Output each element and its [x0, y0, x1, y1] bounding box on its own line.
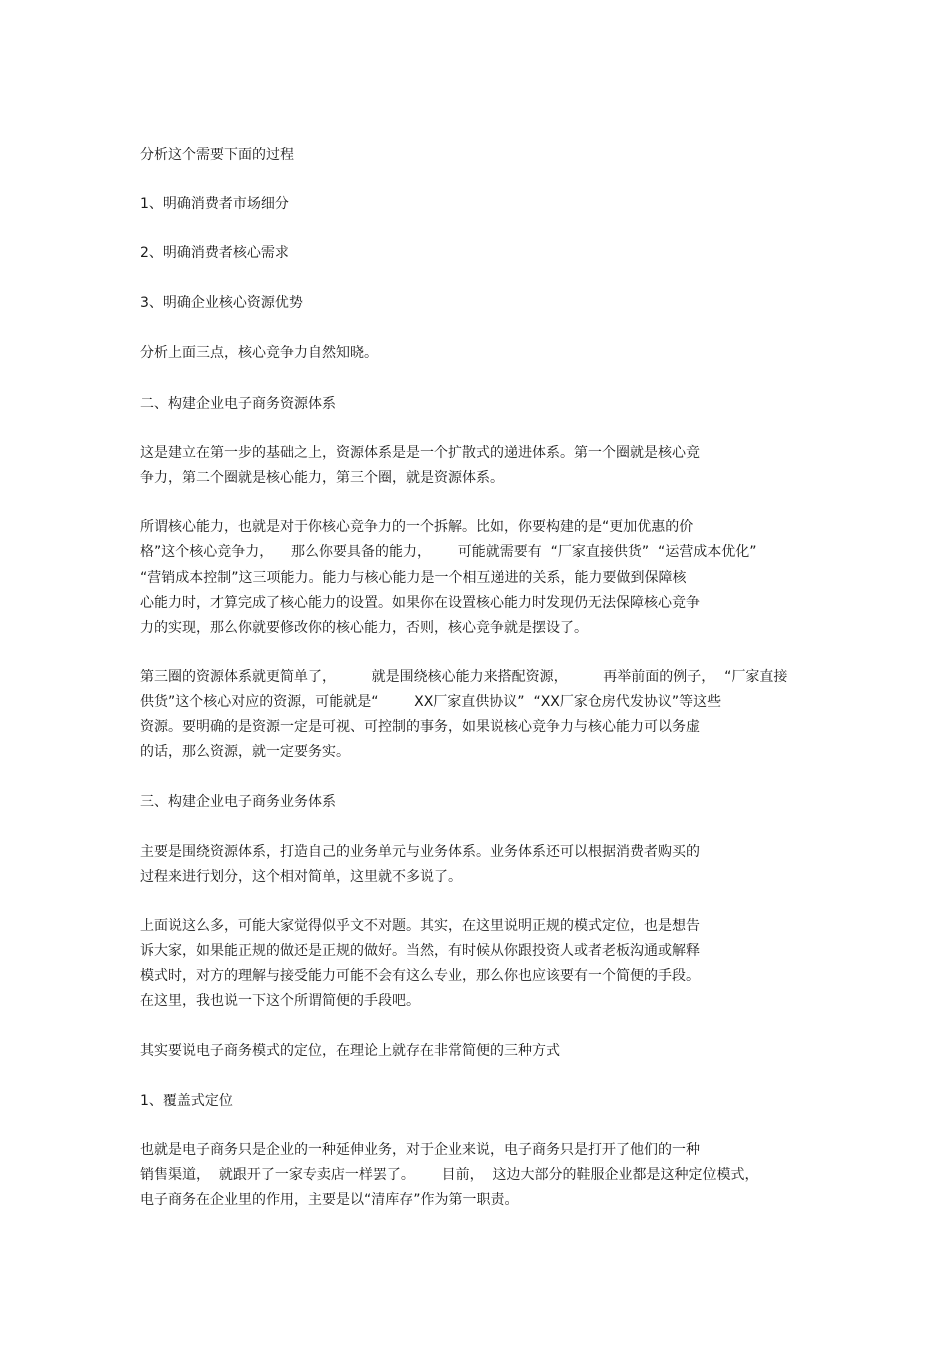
list-item: 3、明确企业核心资源优势	[140, 295, 303, 311]
list-item: 1、明确消费者市场细分	[140, 196, 289, 212]
list-item: 1、覆盖式定位	[140, 1093, 233, 1109]
list-item: 2、明确消费者核心需求	[140, 245, 289, 261]
text-line: 也就是电子商务只是企业的一种延伸业务，对于企业来说，电子商务只是打开了他们的一种	[140, 1142, 700, 1158]
section-heading: 二、构建企业电子商务资源体系	[140, 396, 336, 412]
text-line: 主要是围绕资源体系，打造自己的业务单元与业务体系。业务体系还可以根据消费者购买的	[140, 844, 700, 860]
text-line: 的话，那么资源，就一定要务实。	[140, 744, 350, 760]
text-line: 销售渠道， 就跟开了一家专卖店一样罢了。 目前， 这边大部分的鞋服企业都是这种定位模式，	[140, 1167, 759, 1183]
text-line: 资源。要明确的是资源一定是可视、可控制的事务，如果说核心竞争力与核心能力可以务虚	[140, 719, 700, 735]
text-line: 分析这个需要下面的过程	[140, 147, 294, 163]
text-line: 这是建立在第一步的基础之上，资源体系是是一个扩散式的递进体系。第一个圈就是核心竞	[140, 445, 700, 461]
text-line: 力的实现，那么你就要修改你的核心能力，否则，核心竞争就是摆设了。	[140, 620, 588, 636]
text-line: 供货”这个核心对应的资源，可能就是“ XX厂家直供协议” “XX厂家仓房代发协议”等这些	[140, 694, 722, 710]
section-heading: 三、构建企业电子商务业务体系	[140, 794, 336, 810]
text-line: 其实要说电子商务模式的定位，在理论上就存在非常简便的三种方式	[140, 1043, 560, 1059]
text-line: 第三圈的资源体系就更简单了， 就是围绕核心能力来搭配资源， 再举前面的例子， “厂家直接	[140, 669, 788, 685]
text-line: 上面说这么多，可能大家觉得似乎文不对题。其实，在这里说明正规的模式定位，也是想告	[140, 918, 700, 934]
text-line: 电子商务在企业里的作用，主要是以“清库存”作为第一职责。	[140, 1192, 519, 1208]
text-line: 所谓核心能力，也就是对于你核心竞争力的一个拆解。比如，你要构建的是“更加优惠的价	[140, 519, 694, 535]
text-line: 诉大家，如果能正规的做还是正规的做好。当然，有时候从你跟投资人或者老板沟通或解释	[140, 943, 700, 959]
text-line: 格”这个核心竞争力， 那么你要具备的能力， 可能就需要有 “厂家直接供货” “运营成本优化”	[140, 544, 757, 560]
text-line: 争力，第二个圈就是核心能力，第三个圈，就是资源体系。	[140, 470, 504, 486]
text-line: 模式时，对方的理解与接受能力可能不会有这么专业，那么你也应该要有一个简便的手段。	[140, 968, 700, 984]
text-line: 心能力时，才算完成了核心能力的设置。如果你在设置核心能力时发现仍无法保障核心竞争	[140, 595, 700, 611]
text-line: “营销成本控制”这三项能力。能力与核心能力是一个相互递进的关系，能力要做到保障核	[140, 570, 687, 586]
text-line: 过程来进行划分，这个相对简单，这里就不多说了。	[140, 869, 462, 885]
text-line: 在这里，我也说一下这个所谓简便的手段吧。	[140, 993, 420, 1009]
text-line: 分析上面三点，核心竞争力自然知晓。	[140, 345, 378, 361]
